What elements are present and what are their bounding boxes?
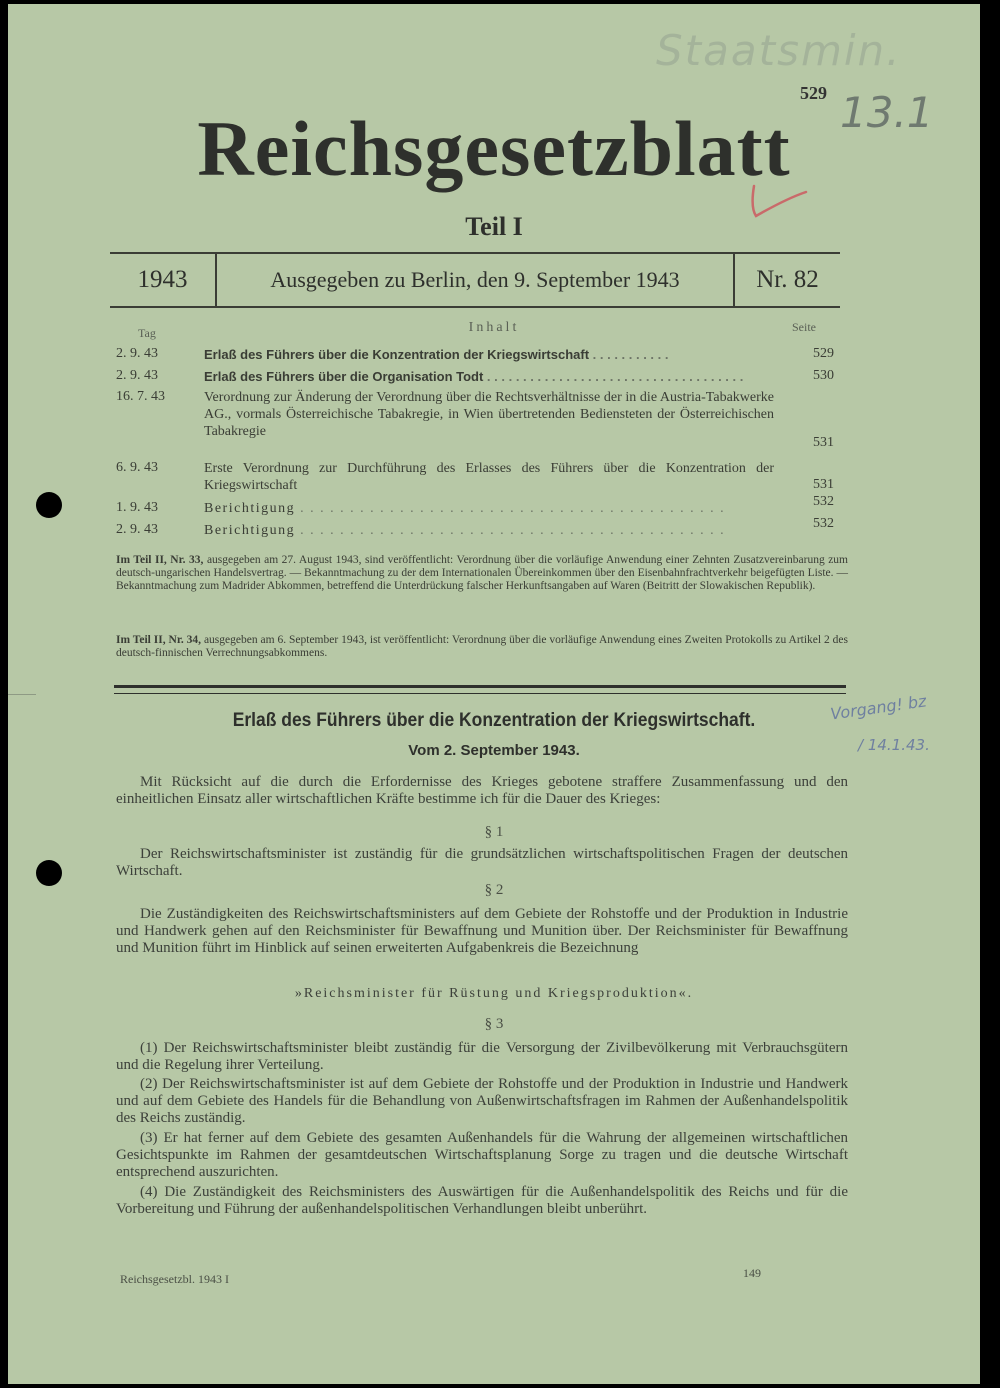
toc-date: 16. 7. 43 [116, 389, 165, 404]
punch-hole [36, 492, 62, 518]
notice-label: Im Teil II, Nr. 34, [116, 634, 202, 646]
document-page [8, 4, 980, 1384]
toc-page-label: Seite [792, 320, 816, 334]
section-label: § 2 [484, 882, 504, 898]
toc-date: 2. 9. 43 [116, 346, 158, 361]
toc-page: 531 [813, 477, 834, 492]
notice-text: ausgegeben am 27. August 1943, sind veröffentlicht: Verordnung über die vorläufige Anwendung einer Zehnten Zusatzvereinbarung zum deutsch-ungarischen Handelsvertrag. — Bekanntmachung zu der dem Internationalen Übereinkommen über den Eisenbahnfrachtverkehr beigefügten Liste. — Bekanntmachung zum Madrider Abkommen, betreffend die Unterdrückung falscher Herkunftsangaben auf Waren (Beitritt der Slowakischen Republik). [116, 554, 849, 592]
toc-page: 531 [813, 435, 834, 450]
toc-text: Erlaß des Führers über die Organisation Todt . . . . . . . . . . . . . . . . . . . . . . . . . . . . . . . . . . . . [204, 369, 744, 384]
notice-label: Im Teil II, Nr. 33, [116, 554, 204, 566]
toc-text: Verordnung zur Änderung der Verordnung über die Rechtsverhältnisse der in die Austria-Tabakwerke AG., vormals Österreichische Tabakregie, in Wien übertretenden Bediensteten der Österreichischen Tabakregie [204, 390, 774, 439]
punch-hole [36, 860, 62, 886]
handwritten-note-top: Staatsmin. [656, 26, 902, 75]
toc-heading: Inhalt [468, 320, 520, 335]
page-number: 529 [800, 83, 827, 103]
ministry-title-quote: »Reichsminister für Rüstung und Kriegsproduktion«. [294, 986, 694, 1001]
section-paragraph: (1) Der Reichswirtschaftsminister bleibt zuständig für die Versorgung der Zivilbevölkerung mit Verbrauchsgütern und die Regelung ihrer Verteilung. [116, 1040, 848, 1073]
gazette-part: Teil I [465, 212, 523, 241]
toc-text: Erlaß des Führers über die Konzentration der Kriegswirtschaft . . . . . . . . . . . [204, 347, 669, 362]
toc-page: 529 [813, 346, 834, 361]
margin-tick [8, 694, 36, 695]
notice-part-ii-33 [116, 554, 848, 593]
issue-number: Nr. 82 [756, 266, 819, 293]
double-rule-divider [114, 685, 846, 694]
section-text: Der Reichswirtschaftsminister ist zuständig für die grundsätzlichen wirtschaftspolitischen Fragen der deutschen Wirtschaft. [116, 846, 848, 879]
decree-date: Vom 2. September 1943. [408, 742, 580, 759]
toc-date: 2. 9. 43 [116, 368, 158, 383]
section-paragraph: (2) Der Reichswirtschaftsminister ist auf dem Gebiete der Rohstoffe und der Produktion in Industrie und Handwerk und auf dem Gebiete des Handels für die Behandlung von Außenwirtschaftsfragen im Rahmen der Außenhandelspolitik des Reichs zuständig. [116, 1076, 848, 1126]
margin-note: / 14.1.43. [858, 736, 930, 754]
toc-page: 530 [813, 368, 834, 383]
toc-date: 2. 9. 43 [116, 522, 158, 537]
handwritten-number: 13.1 [840, 88, 934, 137]
issue-date: Ausgegeben zu Berlin, den 9. September 1943 [217, 254, 735, 306]
toc-text: Erste Verordnung zur Durchführung des Erlasses des Führers über die Konzentration der Kriegswirtschaft [204, 461, 774, 493]
section-paragraph: (3) Er hat ferner auf dem Gebiete des gesamten Außenhandels für die Wahrung der allgemeinen wirtschaftlichen Gesichtspunkte im Rahmen der gesamtdeutschen Wirtschaftsplanung Sorge zu tragen und die deutsche Wirtschaft entsprechend auszurichten. [116, 1130, 848, 1180]
footer-reference: Reichsgesetzbl. 1943 I [120, 1272, 229, 1286]
footer-sheet-number: 149 [743, 1266, 761, 1280]
toc-date: 1. 9. 43 [116, 500, 158, 515]
notice-part-ii-34 [116, 634, 848, 660]
toc-text: Berichtigung . . . . . . . . . . . . . . . . . . . . . . . . . . . . . . . . . . . . . . . . . . . [204, 501, 726, 516]
toc-page: 532 [813, 494, 834, 509]
margin-note: Vorgang! bz [829, 691, 928, 724]
decree-intro: Mit Rücksicht auf die durch die Erfordernisse des Krieges gebotene straffere Zusammenfassung und den einheitlichen Einsatz aller wirtschaftlichen Kräfte bestimme ich für die Dauer des Krieges: [116, 774, 848, 807]
issue-header-box [110, 252, 840, 308]
section-paragraph: (4) Die Zuständigkeit des Reichsministers des Auswärtigen für die Außenhandelspolitik des Reichs und für die Vorbereitung und Führung der außenhandelspolitischen Verhandlungen bleibt unberührt. [116, 1184, 848, 1217]
toc-page: 532 [813, 516, 834, 531]
section-text: Die Zuständigkeiten des Reichswirtschaftsministers auf dem Gebiete der Rohstoffe und der Produktion in Industrie und Handwerk gehen auf den Reichsminister für Bewaffnung und Munition über. Der Reichsminister für Bewaffnung und Munition führt im Hinblick auf seinen erweiterten Aufgabenkreis die Bezeichnung [116, 906, 848, 956]
decree-title: Erlaß des Führers über die Konzentration der Kriegswirtschaft. [232, 710, 756, 731]
toc-day-label: Tag [138, 326, 156, 340]
toc-text: Berichtigung . . . . . . . . . . . . . . . . . . . . . . . . . . . . . . . . . . . . . . . . . . . [204, 523, 726, 538]
section-label: § 1 [484, 824, 504, 840]
section-label: § 3 [484, 1016, 504, 1032]
issue-year: 1943 [110, 254, 217, 306]
notice-text: ausgegeben am 6. September 1943, ist veröffentlicht: Verordnung über die vorläufige Anwendung eines Zweiten Protokolls zu Artikel 2 des deutsch-finnischen Verrechnungsabkommens. [116, 634, 849, 659]
gazette-title: Reichsgesetzblatt [197, 105, 791, 192]
toc-date: 6. 9. 43 [116, 460, 158, 475]
